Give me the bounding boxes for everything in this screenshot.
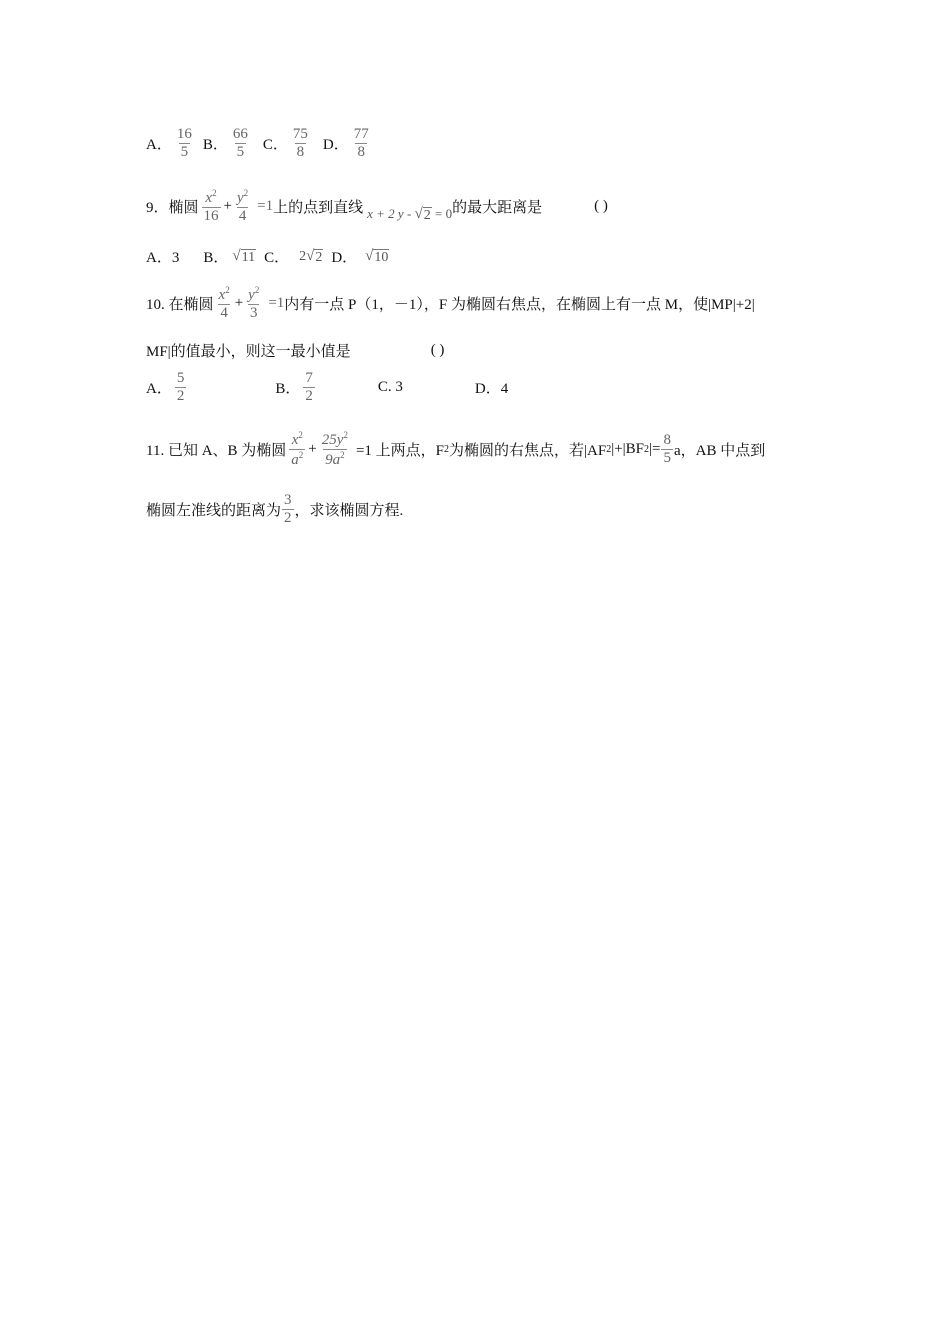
q9-fraction-x: $\frac{x^2}{16}$ bbox=[203, 188, 219, 225]
q8-option-d-label: D． bbox=[322, 137, 349, 154]
q8-option-b-fraction: $\frac{66}{5}$ bbox=[232, 126, 248, 161]
q9-line-equation: x + 2 y - √ 2 = 0 bbox=[367, 206, 453, 223]
q8-option-c-label: C． bbox=[262, 137, 288, 154]
q8-option-d-fraction: $\frac{77}{8}$ bbox=[353, 126, 369, 161]
q9-answer-paren: ( ) bbox=[594, 198, 608, 215]
q9-option-a: A．3 bbox=[146, 250, 180, 266]
q10-options bbox=[146, 370, 508, 406]
q9-text-1: 上的点到直线 bbox=[273, 200, 364, 217]
q10-fraction-y: $\frac{y^2}{3}$ bbox=[248, 285, 260, 322]
q8-option-b-label: B． bbox=[202, 137, 228, 154]
q9-option-d-label: D． bbox=[331, 250, 358, 266]
q11-fraction-x: $\frac{x^2}{a^2}$ bbox=[291, 430, 304, 469]
q10-option-c: C. 3 bbox=[377, 379, 403, 396]
q8-option-a-label: A． bbox=[146, 137, 172, 154]
q9-option-c-label: C． bbox=[264, 250, 290, 266]
q9-option-b-sqrt: √ 11 bbox=[232, 248, 256, 265]
q9-option-c-sqrt: 2 √ 2 bbox=[299, 248, 323, 265]
q10-text-2: MF|的值最小，则这一最小值是 bbox=[146, 344, 351, 360]
q9-options bbox=[146, 246, 389, 267]
q10-answer-paren: ( ) bbox=[430, 342, 445, 358]
q10-fraction-x: $\frac{x^2}{4}$ bbox=[218, 285, 230, 322]
q9-number: 9．椭圆 bbox=[146, 200, 199, 217]
q11-stem-line-1: 11. 已知 A、B 为椭圆 $\frac{x^2}{a^2}$ + $\frac{25y^2}{9a^2}$ =1 上两点，F 2 为椭圆的右焦点，若|AF 2 |+|BF 2 |= $\frac{8}{5}$ a，AB 中点到 bbox=[146, 430, 766, 469]
q11-number: 11. 已知 A、B 为椭圆 bbox=[146, 443, 287, 460]
q9-fraction-y: $\frac{y^2}{4}$ bbox=[236, 188, 249, 225]
q8-option-a-fraction: $\frac{16}{5}$ bbox=[176, 126, 192, 161]
q9-line-sqrt: √ 2 bbox=[414, 206, 431, 223]
q11-text-line-2-post: ，求该椭圆方程. bbox=[294, 503, 404, 520]
q10-option-a-fraction: $\frac{5}{2}$ bbox=[176, 370, 185, 405]
q9-text-2: 的最大距离是 bbox=[452, 200, 543, 217]
q11-stem-line-2 bbox=[146, 492, 403, 528]
q9-option-d-sqrt: √ 10 bbox=[365, 248, 389, 265]
q10-stem-line-2 bbox=[146, 340, 444, 361]
q10-number: 10. 在椭圆 bbox=[146, 297, 214, 314]
q10-option-d: D．4 bbox=[474, 381, 509, 398]
q9-stem: 9．椭圆 $\frac{x^2}{16}$ + $\frac{y^2}{4}$ =1 上的点到直线 x + 2 y - √ 2 = 0 的最大距离是 ( ) bbox=[146, 188, 608, 225]
q11-fraction-8-5: $\frac{8}{5}$ bbox=[663, 432, 671, 467]
q10-option-a-label: A． bbox=[146, 381, 172, 398]
q11-text-line-2-pre: 椭圆左准线的距离为 bbox=[146, 503, 282, 520]
q9-option-b-label: B． bbox=[203, 250, 229, 266]
q11-fraction-3-2: $\frac{3}{2}$ bbox=[284, 492, 292, 527]
q10-option-b-fraction: $\frac{7}{2}$ bbox=[305, 370, 313, 405]
q10-text-1: 内有一点 P（1，－1），F 为椭圆右焦点，在椭圆上有一点 M，使|MP|+2| bbox=[284, 297, 755, 314]
q8-option-c-fraction: $\frac{75}{8}$ bbox=[292, 126, 308, 161]
q10-option-b-label: B． bbox=[275, 381, 301, 398]
q11-fraction-y: $\frac{25y^2}{9a^2}$ bbox=[321, 430, 348, 469]
q8-options bbox=[146, 126, 374, 162]
q10-stem-line-1: 10. 在椭圆 $\frac{x^2}{4}$ + $\frac{y^2}{3}$ =1 内有一点 P（1，－1），F 为椭圆右焦点，在椭圆上有一点 M，使|MP|+2| bbox=[146, 285, 755, 322]
